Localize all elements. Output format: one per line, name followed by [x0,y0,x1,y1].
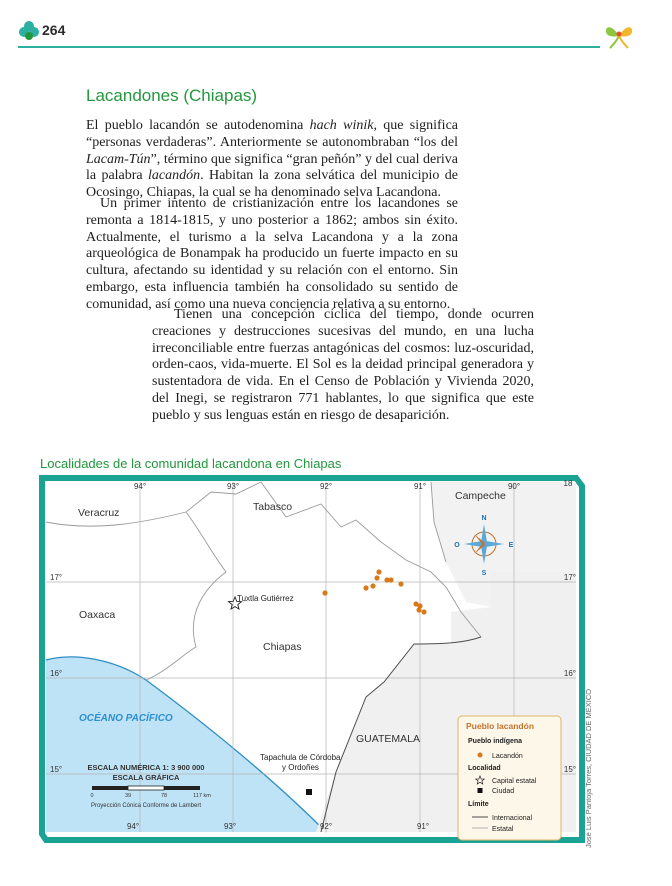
legend-lacandon: Lacandón [492,753,523,760]
svg-text:16°: 16° [50,669,63,678]
paragraph-3: Tienen una concepción cíclica del tiempo, donde ocurren creaciones y destrucciones sucesivas del mundo, en una lucha irreconciliable entre fuerzas antagónicas del cosmos: luz-oscuridad, orden-caos, vida-muerte. El Sol es la deidad principal generadora y sustentadora de vida. En el Censo de Población y Vivienda 2020, del Inegi, se registraron 771 hablantes, lo que significa que este pueblo y sus lenguas están en riesgo de desaparición. [152,307,534,423]
legend [458,716,561,840]
label-ocean: OCÉANO PACÍFICO [79,713,173,724]
legend-group3: Límite [468,801,489,808]
compass-n: N [481,515,487,522]
svg-text:0: 0 [90,793,94,799]
compass-e: E [508,542,514,549]
svg-text:16°: 16° [563,669,576,678]
svg-text:17°: 17° [563,573,576,582]
paragraph-1: El pueblo lacandón se autodenomina hach winik, que significa “personas verdaderas”. Anteriormente se autonombraban “los del Lacam-Tún”, término que significa “gran peñón” y del cual deriva la palabra lacandón. Habitan la zona selvática del municipio de Ocosingo, Chiapas, la cual se ha denominado selva Lacandona. [86,118,459,201]
lacandon-point [421,609,426,614]
scale-bar-2 [128,786,164,790]
legend-state: Estatal [492,826,514,833]
label-veracruz: Veracruz [78,507,120,519]
scale-bar-3 [164,786,200,790]
label-tuxtla: Tuxtla Gutiérrez [237,594,294,603]
clover-icon [18,20,40,42]
legend-capital: Capital estatal [492,778,537,785]
svg-text:94°: 94° [133,482,147,491]
svg-text:93°: 93° [223,822,237,831]
lacandon-point [374,575,379,580]
page-header [0,0,672,50]
svg-text:93°: 93° [226,482,240,491]
scale-numeric: ESCALA NUMÉRICA 1: 3 900 000 [87,763,205,772]
lacandon-point [398,581,403,586]
svg-text:78: 78 [160,793,168,799]
publisher-logo-icon [602,20,636,50]
lacandon-point [388,577,393,582]
label-tapachula-2: y Ordoñes [282,763,319,772]
svg-text:117 km: 117 km [193,793,211,799]
svg-text:17°: 17° [50,573,63,582]
svg-text:91°: 91° [413,482,427,491]
legend-international: Internacional [492,815,533,822]
section-title: Lacandones (Chiapas) [86,86,258,105]
scale-projection: Proyección Cónica Conforme de Lambert [90,803,202,809]
legend-city: Ciudad [492,788,515,795]
compass-s: S [481,570,487,577]
svg-text:94°: 94° [126,822,140,831]
svg-text:18: 18 [563,479,573,488]
label-oaxaca: Oaxaca [79,609,116,621]
legend-title: Pueblo lacandón [466,721,535,731]
svg-text:91°: 91° [416,822,430,831]
lacandon-point [370,583,375,588]
scale-block [88,763,212,809]
paragraph-2: Un primer intento de cristianización entre los lacandones se remonta a 1814-1815, y uno posterior a 1862; ambos sin éxito. Actualmente, el turismo a la selva Lacandona y a la zona arqueológica de Bonampak ha producido un fuerte impacto en su cultura, afectando su identidad y su relación con el entorno. Sin embargo, esta influencia también ha consolidado su sentido de comunidad, así como una nueva conciencia relativa a su entorno. [86,196,458,312]
page-number: 264 [42,22,66,38]
svg-text:92°: 92° [319,822,333,831]
scale-graphic: ESCALA GRÁFICA [112,773,180,782]
svg-text:15°: 15° [50,765,63,774]
label-tabasco: Tabasco [253,501,293,513]
lacandon-point [363,585,368,590]
lacandon-point [322,590,327,595]
scale-bar-1 [92,786,128,790]
lacandon-point [416,607,421,612]
map [36,472,588,848]
label-guatemala: GUATEMALA [356,733,420,745]
map-title: Localidades de la comunidad lacandona en Chiapas [40,456,342,471]
legend-lacandon-dot-icon [478,753,483,758]
compass-o: O [454,542,460,549]
legend-group1: Pueblo indígena [468,738,523,745]
svg-text:92°: 92° [319,482,333,491]
header-rule [18,46,600,48]
label-campeche: Campeche [455,490,506,502]
lacandon-point [376,569,381,574]
label-tapachula-1: Tapachula de Córdoba [260,753,341,762]
map-credit: José Luis Pantoja Torres, CIUDAD DE MÉXICO [584,688,593,848]
city-square-icon [306,789,312,795]
label-chiapas: Chiapas [263,641,302,653]
legend-group2: Localidad [468,765,501,772]
svg-text:39: 39 [124,793,132,799]
svg-text:15°: 15° [563,765,576,774]
svg-text:90°: 90° [507,482,521,491]
legend-square-icon [478,788,483,793]
